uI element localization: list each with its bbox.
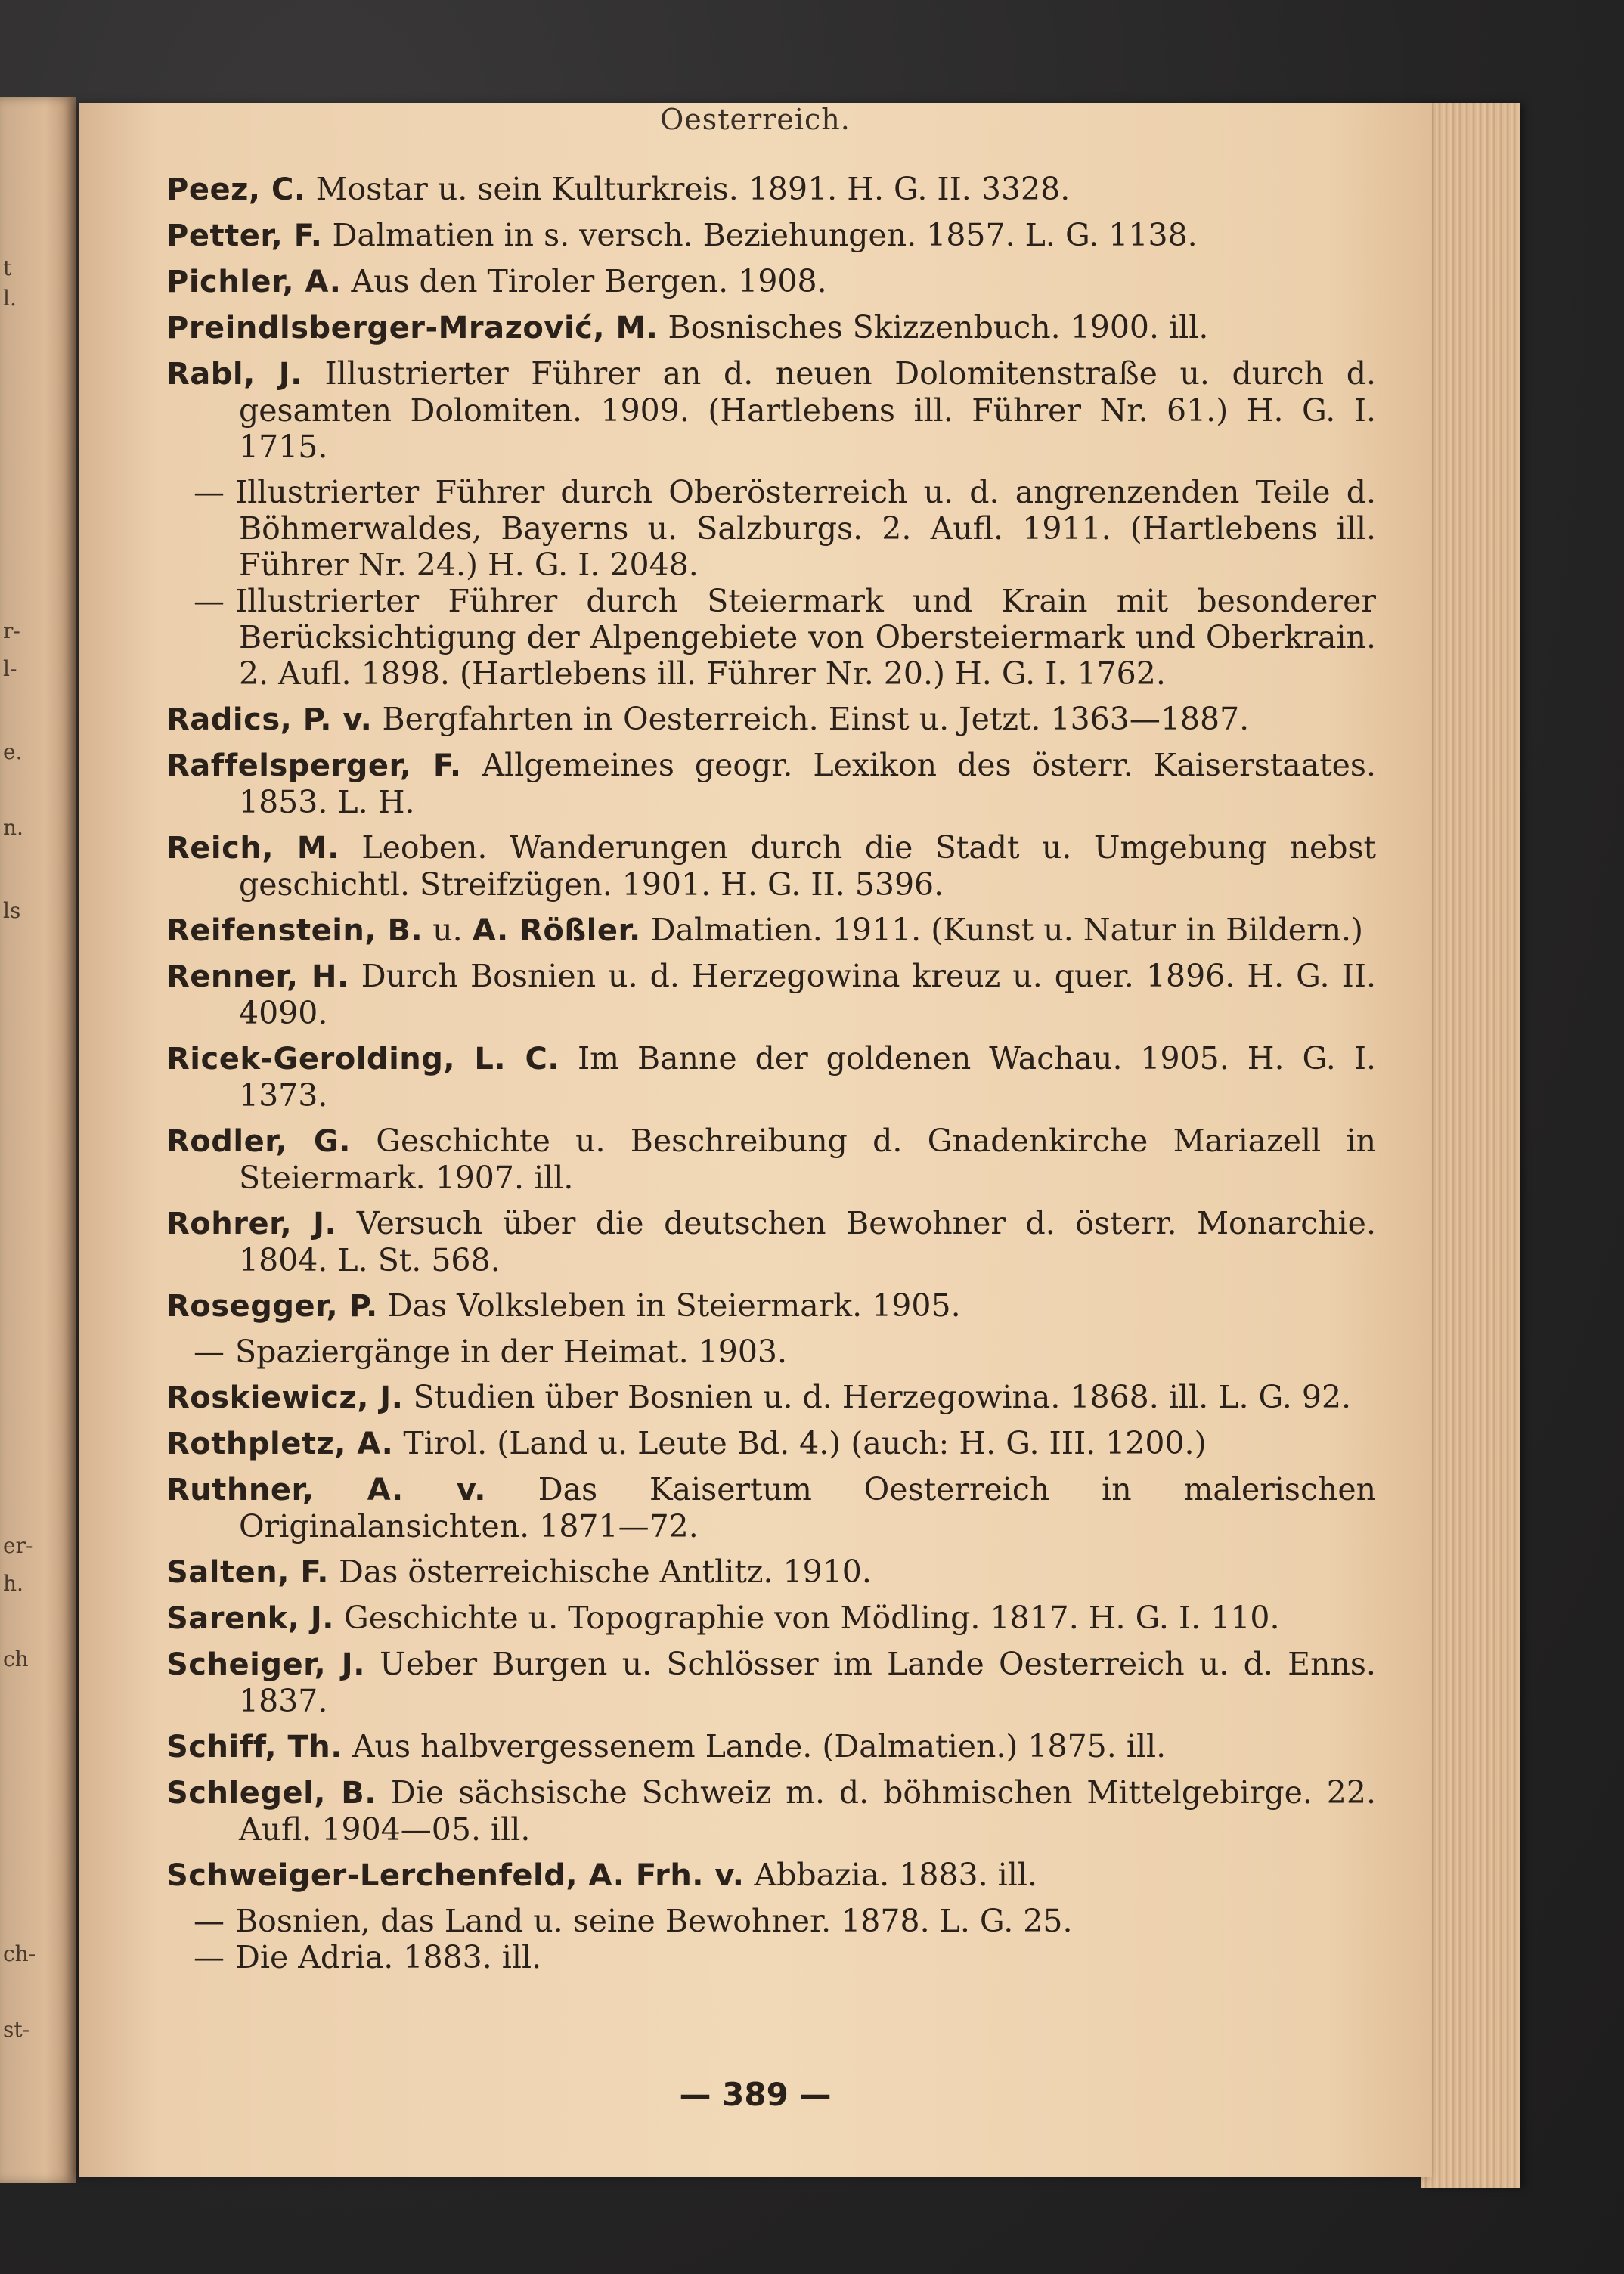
entry-author: Schweiger-Lerchenfeld, A. Frh. v. [166,1858,745,1893]
bibliography-list [166,171,1376,1975]
entry-text: Durch Bosnien u. d. Herzegowina kreuz u. quer. 1896. H. G. II. 4090. [239,958,1376,1031]
entry-coauthor: A. Rößler. [472,913,641,948]
bibliography-entry [166,583,1376,692]
entry-author: Pichler, A. [166,265,342,299]
facing-page-fragment: l- [3,656,17,681]
entry-author: Scheiger, J. [166,1647,365,1682]
entry-text: Allgemeines geogr. Lexikon des österr. Kaiserstaates. 1853. L. H. [239,747,1377,820]
entry-author: Rosegger, P. [166,1289,378,1324]
entry-author: Ruthner, A. v. [166,1473,486,1507]
entry-text: Bergfahrten in Oesterreich. Einst u. Jetzt. 1363—1887. [382,701,1250,737]
bibliography-entry [166,1903,1376,1939]
bibliography-entry [166,1040,1376,1114]
ditto-dash: — [194,1939,225,1975]
entry-text: Abbazia. 1883. ill. [754,1857,1038,1893]
entry-text: Aus den Tiroler Bergen. 1908. [351,263,827,299]
entry-author: Roskiewicz, J. [166,1380,404,1415]
entry-text: Aus halbvergessenem Lande. (Dalmatien.) 1875. ill. [352,1728,1167,1764]
entry-author: Sarenk, J. [166,1601,334,1636]
bibliography-entry [166,912,1376,949]
bibliography-entry [166,1600,1376,1637]
entry-text: Das Volksleben in Steiermark. 1905. [387,1287,961,1324]
entry-author: Rothpletz, A. [166,1427,394,1461]
entry-text: Studien über Bosnien u. d. Herzegowina. 1868. ill. L. G. 92. [413,1379,1352,1415]
ditto-dash: — [194,474,225,510]
bibliography-entry [166,309,1376,346]
ditto-dash: — [194,583,225,619]
entry-author: Schiff, Th. [166,1730,342,1764]
entry-text: Die sächsische Schweiz m. d. böhmischen Mittelgebirge. 22. Aufl. 1904—05. ill. [239,1774,1376,1848]
bibliography-entry [166,1939,1376,1975]
bibliography-entry [166,1774,1376,1848]
bibliography-entry [166,171,1376,208]
entry-text: Spaziergänge in der Heimat. 1903. [235,1334,788,1370]
bibliography-entry [166,1857,1376,1894]
entry-conjunction: u. [432,912,463,948]
entry-text: Illustrierter Führer an d. neuen Dolomitenstraße u. durch d. gesamten Dolomiten. 1909. (Hartlebens ill. Führer Nr. 61.) H. G. I. 1715. [239,355,1376,465]
entry-author: Renner, H. [166,959,349,994]
bibliography-entry [166,1379,1376,1416]
facing-page-fragment: er- [3,1533,33,1558]
ditto-dash: — [194,1334,225,1370]
bibliography-entry [166,958,1376,1031]
entry-author: Ricek-Gerolding, L. C. [166,1042,559,1077]
entry-text: Ueber Burgen u. Schlösser im Lande Oesterreich u. d. Enns. 1837. [239,1646,1376,1719]
page-number: — 389 — [679,2076,832,2113]
entry-author: Schlegel, B. [166,1776,377,1811]
bibliography-entry [166,1554,1376,1591]
bibliography-entry [166,747,1376,820]
entry-author: Reich, M. [166,831,339,866]
facing-page-fragment: ls [3,898,21,923]
entry-text: Das österreichische Antlitz. 1910. [339,1554,872,1590]
facing-page-fragment: e. [3,739,23,764]
facing-page-fragment: h. [3,1571,23,1596]
entry-text: Illustrierter Führer durch Steiermark und Krain mit besonderer Berücksichtigung der Alpengebiete von Obersteiermark und Oberkrain. 2. Aufl. 1898. (Hartlebens ill. Führer Nr. 20.) H. G. I. 1762. [235,583,1376,692]
bibliography-entry [166,1425,1376,1462]
bibliography-entry [166,263,1376,300]
entry-author: Peez, C. [166,172,306,207]
bibliography-entry [166,1728,1376,1765]
bibliography-entry [166,355,1376,465]
entry-author: Petter, F. [166,218,323,253]
entry-author: Reifenstein, B. [166,913,423,948]
entry-text: Leoben. Wanderungen durch die Stadt u. Umgebung nebst geschichtl. Streifzügen. 1901. H. G. II. 5396. [239,829,1376,903]
entry-text: Dalmatien. 1911. (Kunst u. Natur in Bildern.) [650,912,1364,948]
bibliography-entry [166,1334,1376,1370]
entry-text: Geschichte u. Beschreibung d. Gnadenkirche Mariazell in Steiermark. 1907. ill. [239,1123,1376,1196]
entry-text: Bosnisches Skizzenbuch. 1900. ill. [668,309,1209,345]
bibliography-entry [166,701,1376,738]
entry-author: Radics, P. v. [166,702,373,737]
facing-page-fragment: r- [3,618,20,643]
facing-page-fragment: l. [3,286,17,311]
entry-author: Rodler, G. [166,1124,351,1159]
book-page [79,103,1432,2177]
entry-author: Preindlsberger-Mrazović, M. [166,311,659,345]
entry-text: Dalmatien in s. versch. Beziehungen. 1857. L. G. 1138. [332,217,1198,253]
page-stack-edge [1421,103,1520,2188]
entry-text: Geschichte u. Topographie von Mödling. 1817. H. G. I. 110. [343,1600,1280,1636]
ditto-dash: — [194,1903,225,1939]
entry-author: Raffelsperger, F. [166,748,462,783]
entry-text: Tirol. (Land u. Leute Bd. 4.) (auch: H. G. III. 1200.) [403,1425,1207,1461]
bibliography-entry [166,1471,1376,1544]
bibliography-entry [166,1287,1376,1324]
bibliography-entry [166,474,1376,583]
entry-text: Mostar u. sein Kulturkreis. 1891. H. G. II. 3328. [315,171,1071,207]
bibliography-entry [166,217,1376,254]
facing-page-edge [0,97,76,2183]
bibliography-entry [166,1205,1376,1278]
facing-page-fragment: st- [3,2017,30,2042]
bibliography-entry [166,829,1376,903]
running-head: Oesterreich. [660,103,851,136]
facing-page-fragment: ch- [3,1941,36,1966]
facing-page-fragment: t [3,256,12,280]
facing-page-fragment: n. [3,815,23,840]
facing-page-fragment: ch [3,1647,29,1671]
entry-text: Im Banne der goldenen Wachau. 1905. H. G. I. 1373. [239,1040,1376,1114]
bibliography-entry [166,1646,1376,1719]
entry-author: Rohrer, J. [166,1207,337,1241]
bibliography-entry [166,1123,1376,1196]
entry-text: Illustrierter Führer durch Oberösterreich u. d. angrenzenden Teile d. Böhmerwaldes, Bayerns u. Salzburgs. 2. Aufl. 1911. (Hartlebens ill. Führer Nr. 24.) H. G. I. 2048. [235,474,1376,583]
entry-text: Das Kaisertum Oesterreich in malerischen Originalansichten. 1871—72. [239,1471,1376,1544]
entry-text: Die Adria. 1883. ill. [235,1939,542,1975]
entry-author: Rabl, J. [166,357,302,392]
entry-text: Versuch über die deutschen Bewohner d. österr. Monarchie. 1804. L. St. 568. [239,1205,1376,1278]
entry-text: Bosnien, das Land u. seine Bewohner. 1878. L. G. 25. [235,1903,1073,1939]
entry-author: Salten, F. [166,1555,329,1590]
